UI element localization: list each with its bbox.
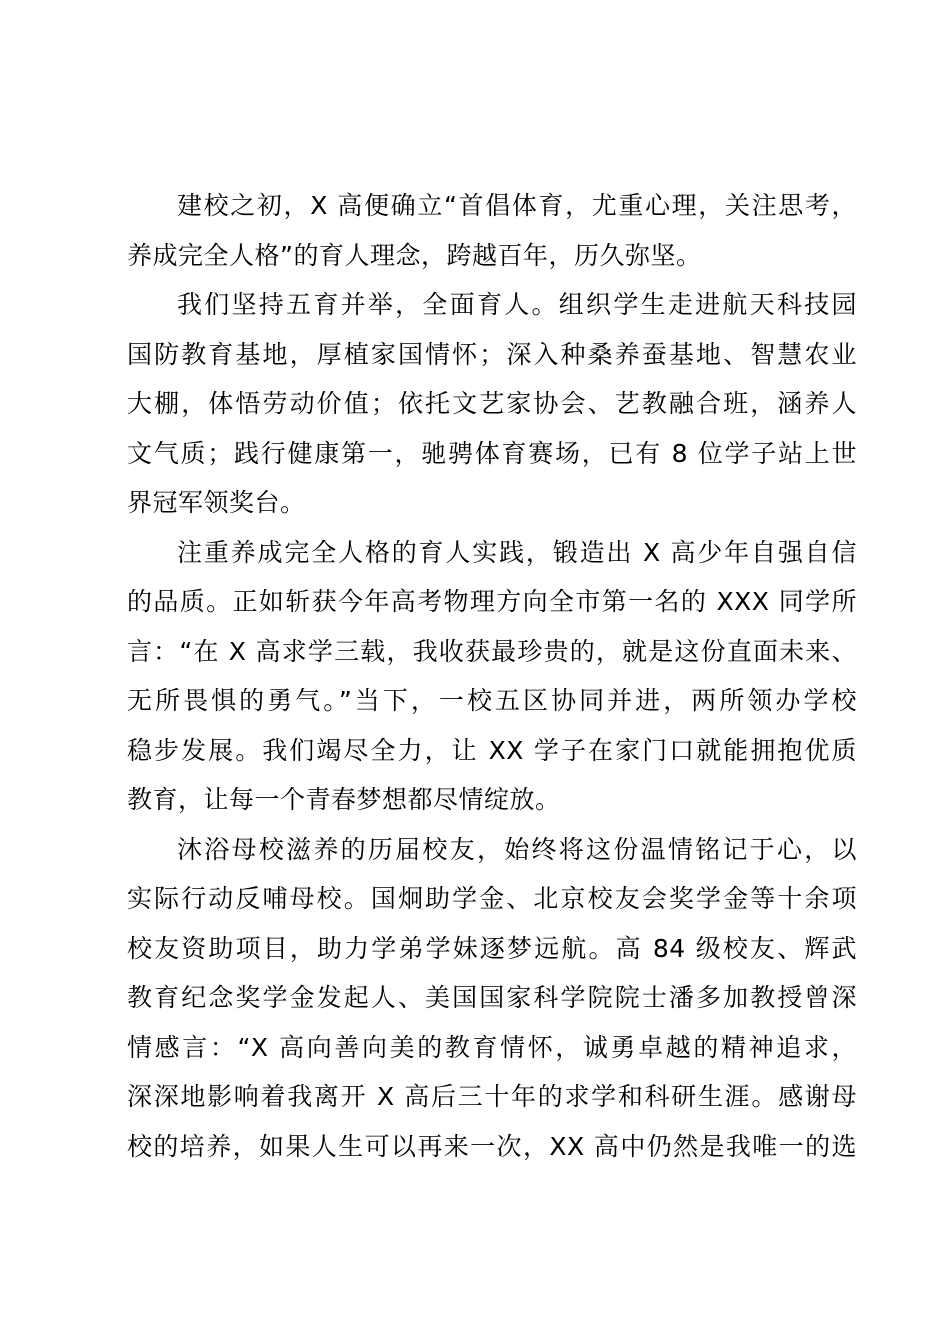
paragraph-founding-philosophy — [127, 181, 857, 280]
paragraph-alumni — [127, 825, 857, 1172]
paragraph-five-education — [127, 280, 857, 528]
paragraph-personality-practice — [127, 528, 857, 825]
document-body — [127, 181, 857, 1171]
text-line: 无所畏惧的勇气。”当下，一校五区协同并进，两所领办学校 — [127, 686, 857, 715]
text-line: 稳步发展。我们竭尽全力，让 XX 学子在家门口就能拥抱优质 — [127, 735, 857, 765]
text-line: 养成完全人格”的育人理念，跨越百年，历久弥坚。 — [127, 240, 702, 270]
text-line: 建校之初，X 高便确立“首倡体育，尤重心理，关注思考， — [177, 191, 857, 220]
text-line: 教育纪念奖学金发起人、美国国家科学院院士潘多加教授曾深 — [127, 983, 857, 1012]
text-line: 教育，让每一个青春梦想都尽情绽放。 — [127, 785, 561, 814]
text-line: 界冠军领奖台。 — [127, 488, 306, 517]
text-line: 深深地影响着我离开 X 高后三十年的求学和科研生涯。感谢母 — [127, 1082, 857, 1111]
text-line: 我们坚持五育并举，全面育人。组织学生走进航天科技园 — [177, 290, 857, 319]
text-line: 沐浴母校滋养的历届校友，始终将这份温情铭记于心，以 — [177, 834, 857, 864]
text-line: 大棚，体悟劳动价值；依托文艺家协会、艺教融合班，涵养人 — [127, 389, 857, 418]
text-line: 言：“在 X 高求学三载，我收获最珍贵的，就是这份直面未来、 — [127, 636, 857, 666]
text-line: 注重养成完全人格的育人实践，锻造出 X 高少年自强自信 — [177, 537, 857, 567]
text-line: 文气质；践行健康第一，驰骋体育赛场，已有 8 位学子站上世 — [127, 438, 857, 468]
text-line: 国防教育基地，厚植家国情怀；深入种桑养蚕基地、智慧农业 — [127, 339, 857, 369]
text-line: 的品质。正如斩获今年高考物理方向全市第一名的 XXX 同学所 — [127, 587, 857, 616]
text-line: 校的培养，如果人生可以再来一次，XX 高中仍然是我唯一的选 — [127, 1131, 857, 1161]
text-line: 校友资助项目，助力学弟学妹逐梦远航。高 84 级校友、辉武 — [127, 933, 857, 963]
text-line: 实际行动反哺母校。国炯助学金、北京校友会奖学金等十余项 — [127, 884, 857, 913]
text-line: 情感言：“X 高向善向美的教育情怀，诚勇卓越的精神追求， — [127, 1032, 857, 1062]
